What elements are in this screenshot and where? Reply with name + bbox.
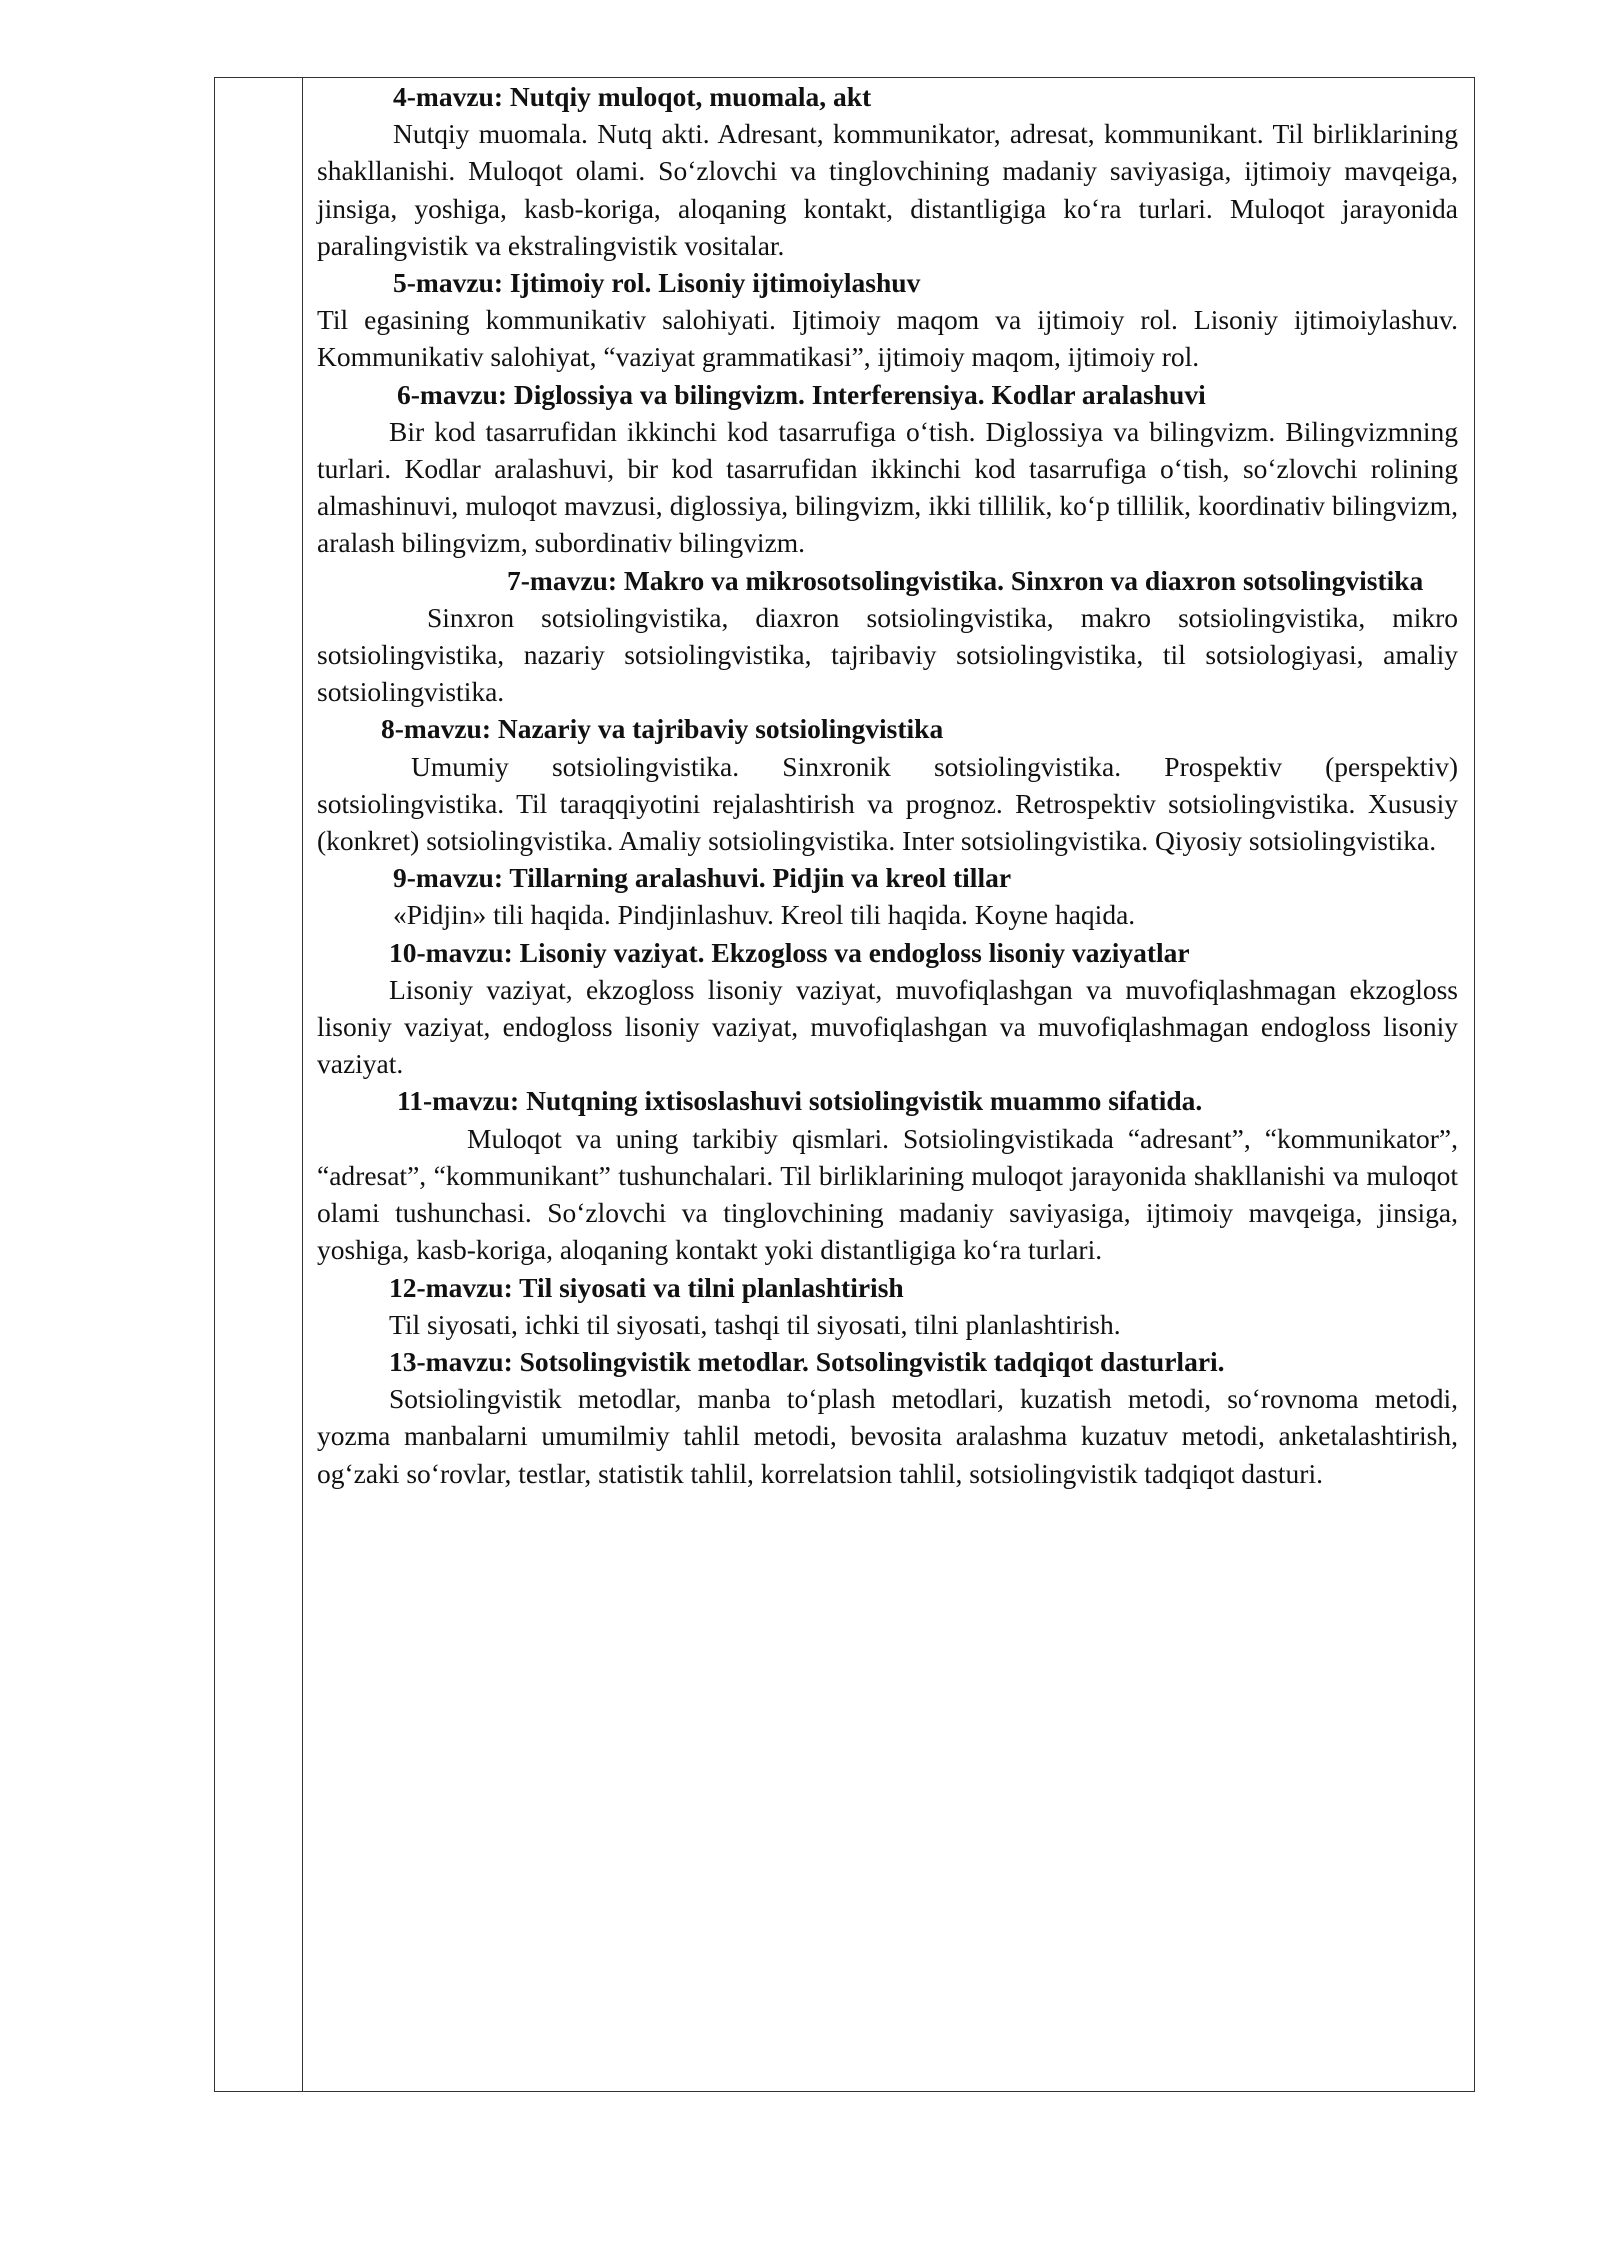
topic-body: Nutqiy muomala. Nutq akti. Adresant, kommunikator, adresat, kommunikant. Til birliklarining shakllanishi. Muloqot olami. So‘zlovchi va tinglovchining madaniy saviyasiga, ijtimoiy mavqeiga, jinsiga, yoshiga, kasb-koriga, aloqaning kontakt, distantligiga ko‘ra turlari. Muloqot jarayonida paralingvistik va ekstralingvistik vositalar. <box>317 118 1458 261</box>
topic-title: 10-mavzu: Lisoniy vaziyat. Ekzogloss va endogloss lisoniy vaziyatlar <box>389 936 1190 968</box>
topic-body: Umumiy sotsiolingvistika. Sinxronik sotsiolingvistika. Prospektiv (perspektiv) sotsiolingvistika. Til taraqqiyotini rejalashtirish va prognoz. Retrospektiv sotsiolingvistika. Xususiy (konkret) sotsiolingvistika. Amaliy sotsiolingvistika. Inter sotsiolingvistika. Qiyosiy sotsiolingvistika. <box>317 750 1458 857</box>
topic-body: «Pidjin» tili haqida. Pindjinlashuv. Kreol tili haqida. Koyne haqida. <box>393 899 1136 931</box>
topic-13 <box>317 1343 1458 1492</box>
topic-title: 12-mavzu: Til siyosati va tilni planlashtirish <box>389 1271 904 1303</box>
topic-title: 13-mavzu: Sotsolingvistik metodlar. Sotsolingvistik tadqiqot dasturlari. <box>389 1345 1225 1377</box>
topic-9 <box>317 859 1458 933</box>
topic-title: 4-mavzu: Nutqiy muloqot, muomala, akt <box>393 81 872 112</box>
topic-body: Muloqot va uning tarkibiy qismlari. Sotsiolingvistikada “adresant”, “kommunikator”, “adresat”, “kommunikant” tushunchalari. Til birliklarining muloqot jarayonida shakllanishi va muloqot olami tushunchasi. So‘zlovchi va tinglovchining madaniy saviyasiga, ijtimoiy mavqeiga, jinsiga, yoshiga, kasb-koriga, aloqaning kontakt yoki distantligiga ko‘ra turlari. <box>317 1122 1458 1266</box>
topic-7 <box>317 562 1458 711</box>
topic-body: Til egasining kommunikativ salohiyati. Ijtimoiy maqom va ijtimoiy rol. Lisoniy ijtimoiylashuv. Kommunikativ salohiyat, “vaziyat grammatikasi”, ijtimoiy maqom, ijtimoiy rol. <box>317 304 1458 373</box>
left-column-cell <box>215 78 303 2091</box>
topic-body: Til siyosati, ichki til siyosati, tashqi til siyosati, tilni planlashtirish. <box>389 1308 1121 1340</box>
topic-8 <box>317 710 1458 859</box>
topic-12 <box>317 1269 1458 1343</box>
topic-10 <box>317 934 1458 1083</box>
topic-11 <box>317 1082 1458 1268</box>
topic-title: 5-mavzu: Ijtimoiy rol. Lisoniy ijtimoiylashuv <box>393 267 921 299</box>
topic-4 <box>317 78 1458 264</box>
topic-title: 9-mavzu: Tillarning aralashuvi. Pidjin va kreol tillar <box>393 862 1012 894</box>
topic-title: 11-mavzu: Nutqning ixtisoslashuvi sotsiolingvistik muammo sifatida. <box>397 1085 1203 1117</box>
topic-title: 6-mavzu: Diglossiya va bilingvizm. Interferensiya. Kodlar aralashuvi <box>397 378 1206 410</box>
table-frame <box>214 77 1475 2092</box>
topic-body: Sotsiolingvistik metodlar, manba to‘plash metodlari, kuzatish metodi, so‘rovnoma metodi, yozma manbalarni umumilmiy tahlil metodi, bevosita aralashma kuzatuv metodi, anketalashtirish, og‘zaki so‘rovlar, testlar, statistik tahlil, korrelatsion tahlil, sotsiolingvistik tadqiqot dasturi. <box>317 1383 1458 1489</box>
topic-body: Bir kod tasarrufidan ikkinchi kod tasarrufiga o‘tish. Diglossiya va bilingvizm. Bilingvizmning turlari. Kodlar aralashuvi, bir kod tasarrufidan ikkinchi kod tasarrufiga o‘tish, so‘zlovchi rolining almashinuvi, muloqot mavzusi, diglossiya, bilingvizm, ikki tillilik, ko‘p tillilik, koordinativ bilingvizm, aralash bilingvizm, subordinativ bilingvizm. <box>317 415 1458 559</box>
topic-body: Lisoniy vaziyat, ekzogloss lisoniy vaziyat, muvofiqlashgan va muvofiqlashmagan ekzogloss lisoniy vaziyat, endogloss lisoniy vaziyat, muvofiqlashgan va muvofiqlashmagan endogloss lisoniy vaziyat. <box>317 973 1458 1080</box>
content-cell <box>317 78 1458 1492</box>
topic-6 <box>317 376 1458 562</box>
topic-body: Sinxron sotsiolingvistika, diaxron sotsiolingvistika, makro sotsiolingvistika, mikro sotsiolingvistika, nazariy sotsiolingvistika, tajribaviy sotsiolingvistika, til sotsiologiyasi, amaliy sotsiolingvistika. <box>317 601 1458 708</box>
topic-5 <box>317 264 1458 376</box>
topic-title: 7-mavzu: Makro va mikrosotsolingvistika. Sinxron va diaxron sotsolingvistika <box>507 564 1424 596</box>
topic-title: 8-mavzu: Nazariy va tajribaviy sotsiolingvistika <box>381 713 944 745</box>
